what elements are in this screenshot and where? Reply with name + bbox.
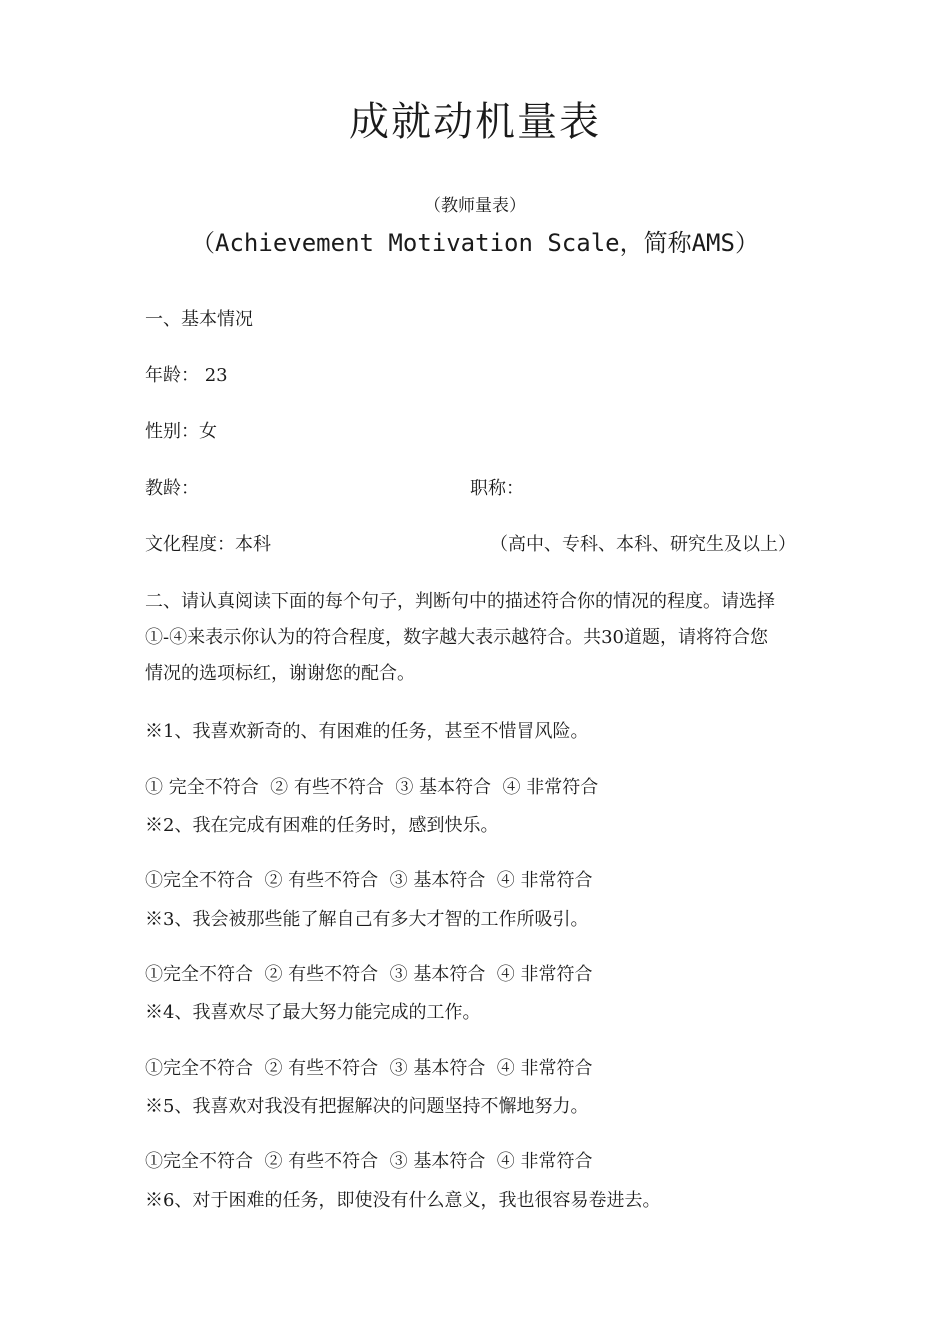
instructions <box>145 584 810 692</box>
education-hint: （高中、专科、本科、研究生及以上） <box>490 534 796 555</box>
age-field: 年龄： 23 <box>145 365 228 386</box>
question-3: ※3、我会被那些能了解自己有多大才智的工作所吸引。 <box>145 909 589 930</box>
question-4: ※4、我喜欢尽了最大努力能完成的工作。 <box>145 1002 481 1023</box>
education-field: 文化程度：本科 <box>145 534 271 555</box>
instructions-line: ①-④来表示你认为的符合程度，数字越大表示越符合。共30道题，请将符合您 <box>145 627 768 648</box>
section-basic-heading: 一、基本情况 <box>145 309 253 330</box>
instructions-line: 二、请认真阅读下面的每个句子，判断句中的描述符合你的情况的程度。请选择 <box>145 591 775 612</box>
question-4-options: ①完全不符合 ② 有些不符合 ③ 基本符合 ④ 非常符合 <box>145 1058 593 1079</box>
page-title: 成就动机量表 <box>349 99 601 145</box>
question-3-options: ①完全不符合 ② 有些不符合 ③ 基本符合 ④ 非常符合 <box>145 964 593 985</box>
question-2: ※2、我在完成有困难的任务时，感到快乐。 <box>145 815 499 836</box>
question-5-options: ①完全不符合 ② 有些不符合 ③ 基本符合 ④ 非常符合 <box>145 1151 593 1172</box>
teaching-years-field: 教龄： <box>145 478 199 499</box>
instructions-line: 情况的选项标红，谢谢您的配合。 <box>145 663 415 684</box>
question-1: ※1、我喜欢新奇的、有困难的任务，甚至不惜冒风险。 <box>145 721 589 742</box>
job-title-field: 职称： <box>470 478 524 499</box>
page-subtitle: （教师量表） <box>424 196 526 216</box>
gender-field: 性别：女 <box>145 421 217 442</box>
question-2-options: ①完全不符合 ② 有些不符合 ③ 基本符合 ④ 非常符合 <box>145 870 593 891</box>
question-5: ※5、我喜欢对我没有把握解决的问题坚持不懈地努力。 <box>145 1096 589 1117</box>
question-6: ※6、对于困难的任务，即使没有什么意义，我也很容易卷进去。 <box>145 1190 661 1211</box>
question-1-options: ① 完全不符合 ② 有些不符合 ③ 基本符合 ④ 非常符合 <box>145 777 599 798</box>
english-title: （Achievement Motivation Scale，简称AMS） <box>191 229 759 257</box>
